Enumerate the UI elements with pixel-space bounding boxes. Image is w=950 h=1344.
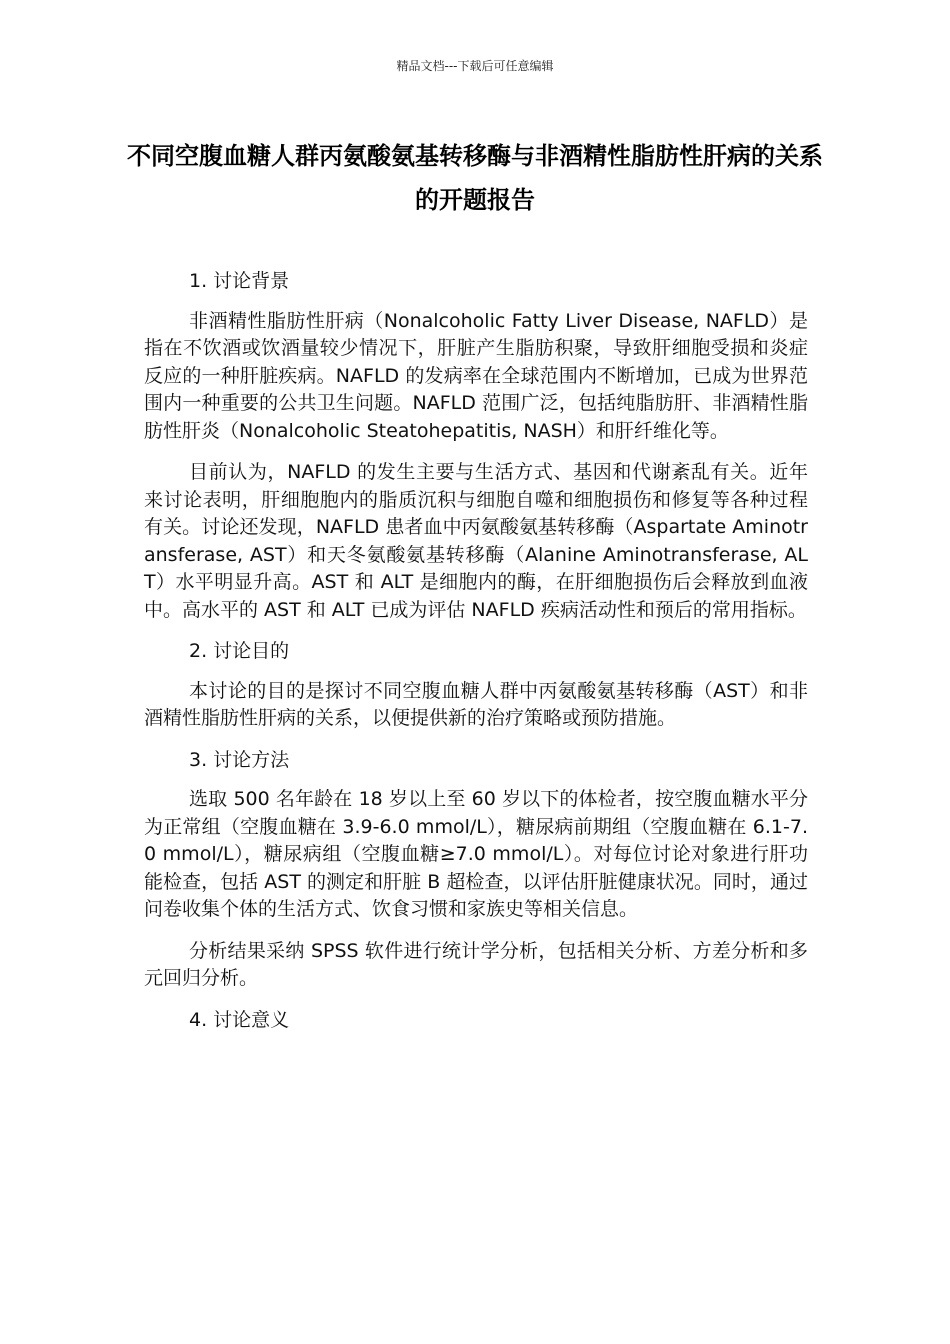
paragraph-methods-2: 分析结果采纳 SPSS 软件进行统计学分析，包括相关分析、方差分析和多元回归分析。 [144, 939, 808, 989]
paragraph-purpose-1: 本讨论的目的是探讨不同空腹血糖人群中丙氨酸氨基转移酶（AST）和非酒精性脂肪性肝病的关系，以便提供新的治疗策略或预防措施。 [144, 679, 808, 729]
section-heading-significance: 4. 讨论意义 [189, 1008, 290, 1031]
document-title: 不同空腹血糖人群丙氨酸氨基转移酶与非酒精性脂肪性肝病的关系的开题报告 [127, 142, 823, 214]
section-heading-background: 1. 讨论背景 [189, 270, 290, 292]
paragraph-background-2: 目前认为，NAFLD 的发生主要与生活方式、基因和代谢紊乱有关。近年来讨论表明，肝细胞胞内的脂质沉积与细胞自噬和细胞损伤和修复等各种过程有关。讨论还发现，NAFLD 患者血中丙氨酸氨基转移酶（Aspartate Aminotransferase, AST）和天冬氨酸氨基转移酶（Alanine Aminotransferase, ALT）水平明显升高。AST 和 ALT 是细胞内的酶，在肝细胞损伤后会释放到血液中。高水平的 AST 和 ALT 已成为评估 NAFLD 疾病活动性和预后的常用指标。 [144, 461, 808, 621]
paragraph-background-1: 非酒精性脂肪性肝病（Nonalcoholic Fatty Liver Disease, NAFLD）是指在不饮酒或饮酒量较少情况下，肝脏产生脂肪积聚，导致肝细胞受损和炎症反应的一种肝脏疾病。NAFLD 的发病率在全球范围内不断增加，已成为世界范围内一种重要的公共卫生问题。NAFLD 范围广泛，包括纯脂肪肝、非酒精性脂肪性肝炎（Nonalcoholic Steatohepatitis, NASH）和肝纤维化等。 [144, 309, 808, 442]
header-note: 精品文档---下载后可任意编辑 [396, 59, 554, 73]
document-body [144, 268, 808, 1046]
section-heading-purpose: 2. 讨论目的 [189, 640, 290, 662]
paragraph-methods-1: 选取 500 名年龄在 18 岁以上至 60 岁以下的体检者，按空腹血糖水平分为正常组（空腹血糖在 3.9-6.0 mmol/L），糖尿病前期组（空腹血糖在 6.1-7.0 mmol/L），糖尿病组（空腹血糖≥7.0 mmol/L）。对每位讨论对象进行肝功能检查，包括 AST 的测定和肝脏 B 超检查，以评估肝脏健康状况。同时，通过问卷收集个体的生活方式、饮食习惯和家族史等相关信息。 [144, 788, 808, 920]
section-heading-methods: 3. 讨论方法 [189, 748, 290, 771]
